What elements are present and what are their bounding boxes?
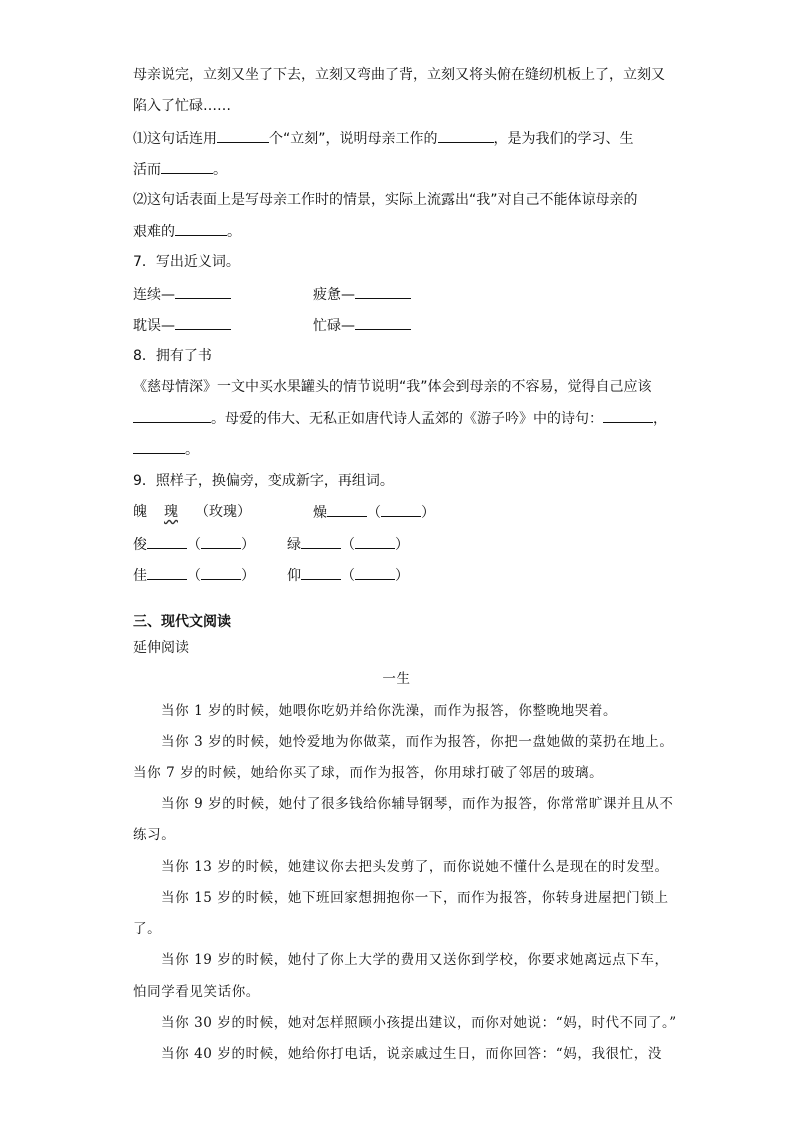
article-line: 当你 9 岁的时候，她付了很多钱给你辅导钢琴，而作为报答，你常常旷课并且从不 — [161, 796, 674, 812]
article-line: 了。 — [133, 921, 162, 937]
q9-item-5: 仰 （ ） — [287, 568, 409, 584]
q6-part2-line2: 艰难的 。 — [133, 224, 241, 240]
article-line: 当你 19 岁的时候，她付了你上大学的费用又送你到学校，你要求她离远点下车， — [161, 952, 669, 968]
q9-item-2: 俊 （ ） — [133, 537, 255, 553]
answer-blank[interactable] — [217, 129, 269, 143]
q6-part1-line2: 活而 。 — [133, 162, 227, 178]
q9-item-3: 绿 （ ） — [287, 537, 409, 553]
article-title: 一生 — [382, 671, 411, 687]
answer-blank[interactable] — [201, 535, 241, 549]
q8-line-1: 《慈母情深》一文中买水果罐头的情节说明“我”体会到母亲的不容易，觉得自己应该 — [133, 379, 652, 395]
answer-blank[interactable] — [201, 566, 241, 580]
q9-title: 9．照样子，换偏旁，变成新字，再组词。 — [133, 473, 394, 489]
answer-blank[interactable] — [355, 316, 411, 330]
q9-item-4: 佳 （ ） — [133, 568, 255, 584]
answer-blank[interactable] — [327, 503, 367, 517]
article-line: 当你 1 岁的时候，她喂你吃奶并给你洗澡，而作为报答，你整晚地哭着。 — [161, 703, 618, 719]
article-line: 怕同学看见笑话你。 — [133, 984, 260, 1000]
article-line: 当你 13 岁的时候，她建议你去把头发剪了，而你说她不懂什么是现在的时发型。 — [161, 859, 669, 875]
passage-line-2: 陷入了忙碌…… — [133, 98, 231, 114]
q8-title: 8．拥有了书 — [133, 348, 212, 364]
answer-blank[interactable] — [438, 129, 494, 143]
article-line: 当你 3 岁的时候，她怜爱地为你做菜，而作为报答，你把一盘她做的菜扔在地上。 — [161, 734, 674, 750]
answer-blank[interactable] — [355, 285, 411, 299]
passage-line-1: 母亲说完，立刻又坐了下去，立刻又弯曲了背，立刻又将头俯在缝纫机板上了，立刻又 — [133, 67, 665, 83]
answer-blank[interactable] — [161, 160, 213, 174]
answer-blank[interactable] — [355, 535, 395, 549]
q8-line-3: 。 — [133, 440, 199, 459]
answer-blank[interactable] — [133, 440, 185, 454]
answer-blank[interactable] — [381, 503, 421, 517]
article-line: 当你 30 岁的时候，她对怎样照顾小孩提出建议，而你对她说：“妈，时代不同了。” — [161, 1015, 677, 1031]
answer-blank[interactable] — [175, 316, 231, 330]
answer-blank[interactable] — [301, 566, 341, 580]
q9-example: 魄 瑰 （玫瑰） — [133, 504, 251, 520]
answer-blank[interactable] — [175, 285, 231, 299]
q7-word-4: 忙碌— — [313, 316, 411, 335]
article-line: 练习。 — [133, 827, 176, 843]
example-answer: 瑰 — [164, 504, 178, 520]
q7-word-3: 耽误— — [133, 316, 231, 335]
answer-blank[interactable] — [175, 222, 227, 236]
q7-word-1: 连续— — [133, 285, 231, 304]
q7-title: 7．写出近义词。 — [133, 254, 240, 270]
answer-blank[interactable] — [133, 409, 211, 423]
q6-part1-line1: ⑴这句话连用 个“立刻”，说明母亲工作的 ，是为我们的学习、生 — [133, 131, 634, 147]
section-heading: 三、现代文阅读 — [133, 614, 231, 630]
q9-item-1: 燥 （ ） — [313, 505, 435, 521]
q6-part2-line1: ⑵这句话表面上是写母亲工作时的情景，实际上流露出“我”对自己不能体谅母亲的 — [133, 192, 638, 208]
answer-blank[interactable] — [147, 566, 187, 580]
answer-blank[interactable] — [301, 535, 341, 549]
section-subheading: 延伸阅读 — [133, 640, 189, 656]
q7-word-2: 疲惫— — [313, 285, 411, 304]
answer-blank[interactable] — [147, 535, 187, 549]
article-line: 当你 7 岁的时候，她给你买了球，而作为报答，你用球打破了邻居的玻璃。 — [133, 765, 604, 781]
answer-blank[interactable] — [355, 566, 395, 580]
answer-blank[interactable] — [603, 409, 653, 423]
article-line: 当你 40 岁的时候，她给你打电话，说亲戚过生日，而你回答：“妈，我很忙，没 — [161, 1046, 662, 1062]
q8-line-2: 。母爱的伟大、无私正如唐代诗人孟郊的《游子吟》中的诗句： ， — [133, 409, 667, 428]
article-line: 当你 15 岁的时候，她下班回家想拥抱你一下，而作为报答，你转身进屋把门锁上 — [161, 890, 669, 906]
